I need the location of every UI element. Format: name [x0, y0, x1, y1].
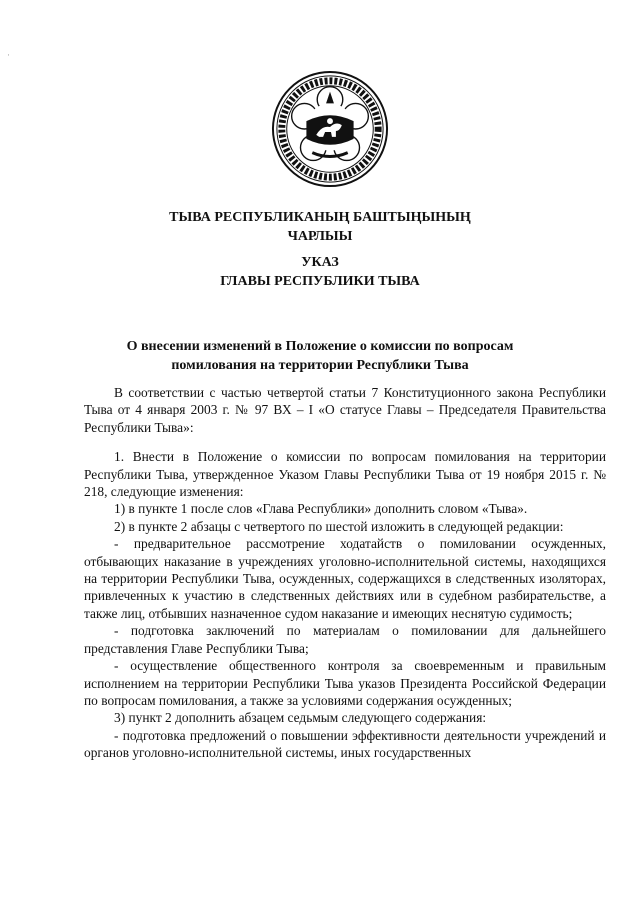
- body-paragraph: - предварительное рассмотрение ходатайств о помиловании осужденных, отбывающих наказание в учреждениях уголовно-исполнительной системы, находящихся на территории Республики Тыва, осужденных, содержащихся в следственных изоляторах, привлеченных к участию в следственных действиях или в судебном разбирательстве, а также лиц, отбывших назначенное судом наказание и имеющих неснятую судимость;: [84, 536, 606, 621]
- header-decree-line2: ГЛАВЫ РЕСПУБЛИКИ ТЫВА: [220, 274, 420, 289]
- republic-emblem: [271, 70, 389, 188]
- body-paragraph: 1. Внести в Положение о комиссии по вопросам помилования на территории Республики Тыва, утвержденное Указом Главы Республики Тыва от 19 ноября 2015 г. № 218, следующие изменения:: [84, 449, 606, 500]
- body-paragraph: 2) в пункте 2 абзацы с четвертого по шестой изложить в следующей редакции:: [114, 518, 564, 534]
- header-decree-line1: УКАЗ: [301, 255, 339, 270]
- decree-body: [84, 384, 606, 762]
- body-paragraph: - подготовка предложений о повышении эффективности деятельности учреждений и органов уголовно-исполнительной системы, иных государственных: [84, 727, 606, 761]
- body-paragraph: - осуществление общественного контроля за своевременным и правильным исполнением на территории Республики Тыва указов Президента Российской Федерации по вопросам помилования, а также за условиями содержания осужденных;: [84, 658, 606, 708]
- preamble-paragraph: В соответствии с частью четвертой статьи 7 Конституционного закона Республики Тыва от 4 января 2003 г. № 97 ВХ – I «О статусе Главы – Председателя Правительства Республики Тыва»:: [84, 385, 606, 435]
- header-tuvan: [0, 208, 640, 246]
- decree-subject: [100, 337, 540, 375]
- header-decree: [0, 253, 640, 291]
- subject-line2: помилования на территории Республики Тыва: [171, 358, 469, 373]
- body-paragraph: - подготовка заключений по материалам о помиловании для дальнейшего представления Главе Республики Тыва;: [84, 623, 606, 656]
- header-tuvan-line2: ЧАРЛЫЫ: [287, 229, 353, 244]
- margin-mark: ·: [7, 50, 10, 60]
- subject-line1: О внесении изменений в Положение о комиссии по вопросам: [126, 339, 514, 354]
- body-paragraph: 1) в пункте 1 после слов «Глава Республики» дополнить словом «Тыва».: [114, 501, 528, 517]
- body-paragraph: 3) пункт 2 дополнить абзацем седьмым следующего содержания:: [114, 710, 487, 726]
- header-tuvan-line1: ТЫВА РЕСПУБЛИКАНЫҢ БАШТЫҢЫНЫҢ: [169, 210, 471, 225]
